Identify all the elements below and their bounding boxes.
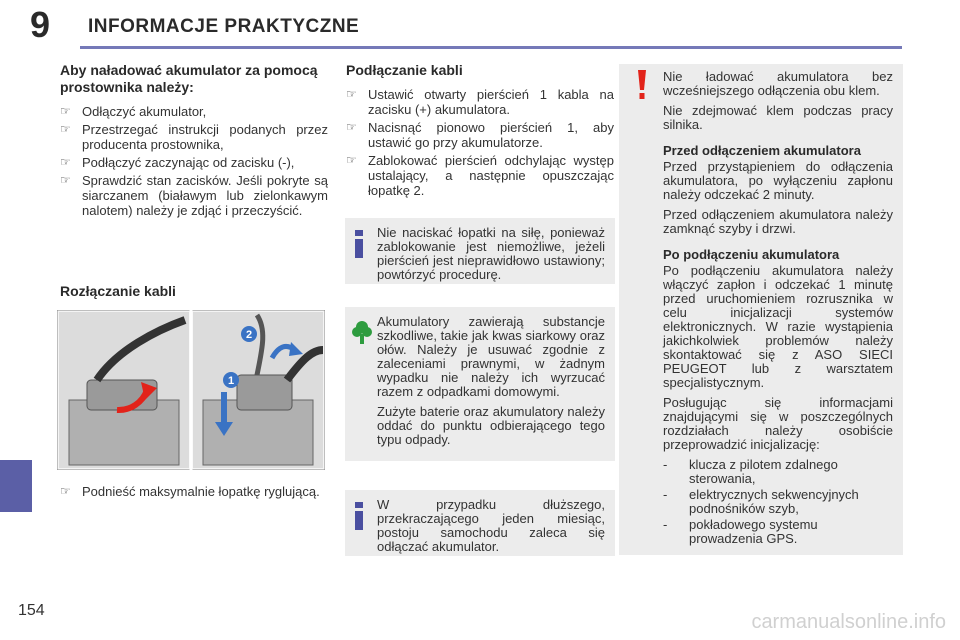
chapter-title: INFORMACJE PRAKTYCZNE	[88, 16, 360, 37]
before-disconnect-text-1: Przed przystąpieniem do odłączenia akumulatora, po wyłączeniu zapłonu należy odczekać 2 minuty.	[663, 159, 893, 202]
header-rule	[80, 46, 902, 49]
environment-text-2: Zużyte baterie oraz akumulatory należy oddać do punktu odbierającego tego typu odpady.	[377, 404, 605, 447]
disconnect-section	[60, 283, 328, 308]
disconnect-title: Rozłączanie kabli	[60, 283, 176, 299]
pointing-hand-icon: ☞	[60, 155, 71, 169]
info-text-storage: W przypadku dłuższego, przekraczającego jeden miesiąc, postoju samochodu zaleca się odłączać akumulator.	[377, 497, 605, 554]
list-item: ☞ Sprawdzić stan zacisków. Jeśli pokryte są siarczanem (białawym lub zielonkawym nalotem) należy je zdjąć i przeczyścić.	[60, 173, 328, 218]
environment-text-1: Akumulatory zawierają substancje szkodliwe, takie jak kwas siarkowy oraz ołów. Należy je usuwać zgodnie z zaleceniami prawnymi, w żadnym wypadku nie należy ich wyrzucać razem z odpadkami domowymi.	[377, 314, 605, 399]
info-box-lever	[345, 218, 615, 284]
figure-label-1: 1	[227, 375, 235, 387]
info-icon	[352, 502, 366, 533]
before-disconnect-heading: Przed odłączeniem akumulatora	[663, 143, 861, 158]
warning-text-2: Nie zdejmować klem podczas pracy silnika.	[663, 103, 893, 132]
list-item: ☞ Odłączyć akumulator,	[60, 104, 207, 119]
chapter-side-tab	[0, 460, 32, 512]
figure-label-2: 2	[245, 329, 253, 341]
list-item: ☞ Zablokować pierścień odchylając występ ustalający, a następnie opuszczając łopatkę 2.	[346, 153, 614, 198]
list-item: - pokładowego systemu prowadzenia GPS.	[663, 517, 818, 546]
connect-title: Podłączanie kabli	[346, 62, 463, 78]
pointing-hand-icon: ☞	[60, 484, 71, 498]
watermark: carmanualsonline.info	[751, 611, 946, 633]
after-connect-text-2: Posługując się informacjami znajdującymi się w poszczególnych rozdziałach należy osobiście przeprowadzić inicjalizację:	[663, 395, 893, 452]
pointing-hand-icon: ☞	[346, 120, 357, 134]
connect-section	[346, 62, 614, 201]
connect-list	[346, 87, 614, 198]
list-item: - elektrycznych sekwencyjnych podnośników szyb,	[663, 487, 859, 516]
list-item: ☞ Ustawić otwarty pierścień 1 kabla na zacisku (+) akumulatora.	[346, 87, 614, 117]
disconnect-instruction	[60, 484, 328, 502]
charge-list	[60, 104, 328, 218]
pointing-hand-icon: ☞	[60, 122, 71, 136]
chapter-number: 9	[30, 4, 51, 45]
initialization-list	[663, 458, 893, 546]
battery-terminal-figure	[57, 310, 325, 470]
after-connect-heading: Po podłączeniu akumulatora	[663, 247, 840, 262]
list-item: ☞ Podnieść maksymalnie łopatkę ryglującą.	[60, 484, 320, 499]
info-box-storage	[345, 490, 615, 556]
environment-box	[345, 307, 615, 461]
info-icon	[352, 230, 366, 261]
charge-title: Aby naładować akumulator za pomocą prostownika należy:	[60, 62, 318, 95]
page-number: 154	[18, 602, 45, 619]
battery-terminal-illustration	[57, 310, 325, 470]
before-disconnect-text-2: Przed odłączeniem akumulatora należy zamknąć szyby i drzwi.	[663, 207, 893, 236]
list-item: - klucza z pilotem zdalnego sterowania,	[663, 457, 838, 486]
warning-icon	[637, 70, 647, 103]
pointing-hand-icon: ☞	[60, 104, 71, 118]
after-connect-text-1: Po podłączeniu akumulatora należy włączyć zapłon i odczekać 1 minutę przed uruchomieniem rozrusznika w celu inicjalizacji systemów elektronicznych. W razie wystąpienia jakichkolwiek problemów należy skontaktować się z ASO SIECI PEUGEOT lub z warsztatem specjalistycznym.	[663, 263, 893, 390]
list-item: ☞ Podłączyć zaczynając od zacisku (-),	[60, 155, 295, 170]
pointing-hand-icon: ☞	[346, 87, 357, 101]
warning-text-1: Nie ładować akumulatora bez wcześniejszego odłączenia obu klem.	[663, 69, 893, 98]
pointing-hand-icon: ☞	[346, 153, 357, 167]
warning-box	[619, 64, 903, 555]
info-text-lever: Nie naciskać łopatki na siłę, ponieważ zablokowanie jest niemożliwe, jeżeli pierścień jest nieprawidłowo ustawiony; powtórzyć procedurę.	[377, 225, 605, 282]
pointing-hand-icon: ☞	[60, 173, 71, 187]
list-item: ☞ Nacisnąć pionowo pierścień 1, aby ustawić go przy akumulatorze.	[346, 120, 614, 150]
left-column	[60, 62, 328, 221]
list-item: ☞ Przestrzegać instrukcji podanych przez producenta prostownika,	[60, 122, 328, 152]
tree-icon	[352, 319, 372, 348]
